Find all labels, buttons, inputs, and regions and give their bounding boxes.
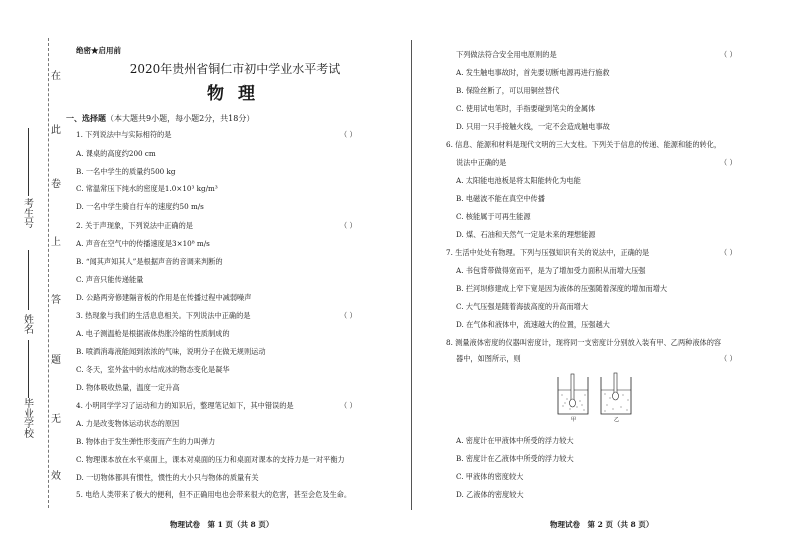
confidential-mark: 绝密★启用前 (76, 46, 121, 55)
option-b: B. “闻其声知其人”是根据声音的音调来判断的 (76, 257, 223, 266)
question-7-stem: 7. 生活中处处有物理。下列与压强知识有关的说法中，正确的是 (446, 248, 650, 257)
binding-char: 无 (51, 414, 61, 425)
binding-char: 效 (51, 471, 61, 482)
option-c: C. 声音只能传递能量 (76, 275, 144, 284)
binding-char: 上 (51, 237, 61, 248)
question-2-stem: 2. 关于声现象，下列说法中正确的是 (76, 221, 193, 230)
option-d: D. 只用一只手接触火线，一定不会造成触电事故 (456, 122, 610, 131)
option-a: A. 课桌的高度约200 cm (76, 149, 156, 158)
binding-char: 题 (51, 355, 61, 366)
question-6-stem-line2: 说法中正确的是 (456, 158, 507, 167)
option-a: A. 书包背带做得宽而平，是为了增加受力面积从而增大压强 (456, 266, 646, 275)
hydrometer-diagram (555, 372, 635, 422)
answer-blank: （ ） (720, 354, 737, 363)
option-c: C. 大气压强是随着海拔高度的升高而增大 (456, 302, 589, 311)
question-8-stem-line2: 器中，如图所示，则 (456, 354, 521, 363)
beaker-label-yi: 乙 (614, 417, 620, 422)
option-b: B. 物体由于发生弹性形变而产生的力叫弹力 (76, 437, 216, 446)
option-d: D. 一名中学生骑自行车的速度约50 m/s (76, 202, 204, 211)
option-a: A. 太阳能电池板是将太阳能转化为电能 (456, 176, 581, 185)
option-c: C. 甲液体的密度较大 (456, 472, 524, 481)
binding-char: 在 (51, 71, 61, 82)
question-5-stem: 5. 电给人类带来了极大的便利，但不正确用电也会带来很大的危害，甚至会危及生命。 (76, 490, 352, 499)
answer-blank: （ ） (720, 50, 737, 59)
hydrometer-figure (555, 372, 635, 422)
question-6-stem: 6. 信息、能源和材料是现代文明的三大支柱。下列关于信息的传递、能源和能的转化， (446, 140, 722, 149)
answer-blank: （ ） (340, 311, 357, 320)
question-5-stem-continued: 下列做法符合安全用电原则的是 (456, 50, 557, 59)
option-c: C. 冬天，室外盆中的水结成冰的物态变化是凝华 (76, 365, 230, 374)
option-a: A. 密度计在甲液体中所受的浮力较大 (456, 436, 574, 445)
option-c: C. 使用试电笔时，手指要碰到笔尖的金属体 (456, 104, 596, 113)
question-1-stem: 1. 下列说法中与实际相符的是 (76, 130, 172, 139)
page-footer: 物理试卷 第 1 页（共 8 页） (170, 520, 274, 529)
binding-char: 答 (51, 295, 61, 306)
beaker-label-jia: 甲 (571, 417, 577, 422)
school-line (28, 340, 29, 398)
answer-blank: （ ） (720, 158, 737, 167)
question-8-stem: 8. 测量液体密度的仪器叫密度计，现将同一支密度计分别放入装有甲、乙两种液体的容 (446, 338, 722, 347)
page-footer: 物理试卷 第 2 页（共 8 页） (550, 520, 654, 529)
option-c: C. 物理课本放在水平桌面上，课本对桌面的压力和桌面对课本的支持力是一对平衡力 (76, 455, 345, 464)
option-d: D. 一切物体都具有惯性，惯性的大小只与物体的质量有关 (76, 473, 259, 482)
option-d: D. 公路两旁修建隔音板的作用是在传播过程中减弱噪声 (76, 293, 252, 302)
answer-blank: （ ） (720, 248, 737, 257)
subject-title: 物理 (207, 84, 269, 104)
option-a: A. 声音在空气中的传播速度是3×10⁸ m/s (76, 239, 210, 248)
option-b: B. 电磁波不能在真空中传播 (456, 194, 545, 203)
answer-blank: （ ） (340, 401, 357, 410)
option-d: D. 煤、石油和天然气一定是未来的理想能源 (456, 230, 596, 239)
option-d: D. 乙液体的密度较大 (456, 490, 524, 499)
name-label: 姓名 (24, 315, 34, 336)
option-d: D. 物体吸收热量，温度一定升高 (76, 383, 180, 392)
option-b: B. 拦河坝修建成上窄下宽是因为液体的压强随着深度的增加而增大 (456, 284, 668, 293)
option-c: C. 常温常压下纯水的密度是1.0×10³ kg/m³ (76, 184, 218, 193)
option-b: B. 密度计在乙液体中所受的浮力较大 (456, 454, 574, 463)
name-line (28, 250, 29, 310)
option-a: A. 发生触电事故时，首先要切断电源再进行施救 (456, 68, 610, 77)
binding-dashed-line (48, 38, 49, 508)
option-b: B. 一名中学生的质量约500 kg (76, 167, 176, 176)
question-4-stem: 4. 小明同学学习了运动和力的知识后，整理笔记如下，其中错误的是 (76, 401, 294, 410)
candidate-number-line (28, 128, 29, 196)
option-b: B. 保险丝断了，可以用铜丝替代 (456, 86, 560, 95)
column-divider (411, 40, 412, 510)
question-3-stem: 3. 热现象与我们的生活息息相关。下列说法中正确的是 (76, 311, 251, 320)
exam-title: 2020年贵州省铜仁市初中学业水平考试 (129, 62, 341, 76)
option-a: A. 电子测温枪是根据液体热胀冷缩的性质制成的 (76, 329, 230, 338)
answer-blank: （ ） (340, 221, 357, 230)
binding-char: 此 (51, 125, 61, 136)
section-heading: 一、选择题（本大题共9小题，每小题2分，共18分） (66, 113, 255, 123)
option-d: D. 在气体和液体中，流速越大的位置，压强越大 (456, 320, 610, 329)
binding-char: 卷 (51, 179, 61, 190)
option-a: A. 力是改变物体运动状态的原因 (76, 419, 180, 428)
answer-blank: （ ） (340, 130, 357, 139)
school-label: 毕业学校 (24, 399, 34, 440)
option-b: B. 喷洒消毒液能闻到浓浓的气味，说明分子在做无规则运动 (76, 347, 266, 356)
candidate-number-label: 考生号 (24, 199, 34, 230)
option-c: C. 核能属于可再生能源 (456, 212, 531, 221)
